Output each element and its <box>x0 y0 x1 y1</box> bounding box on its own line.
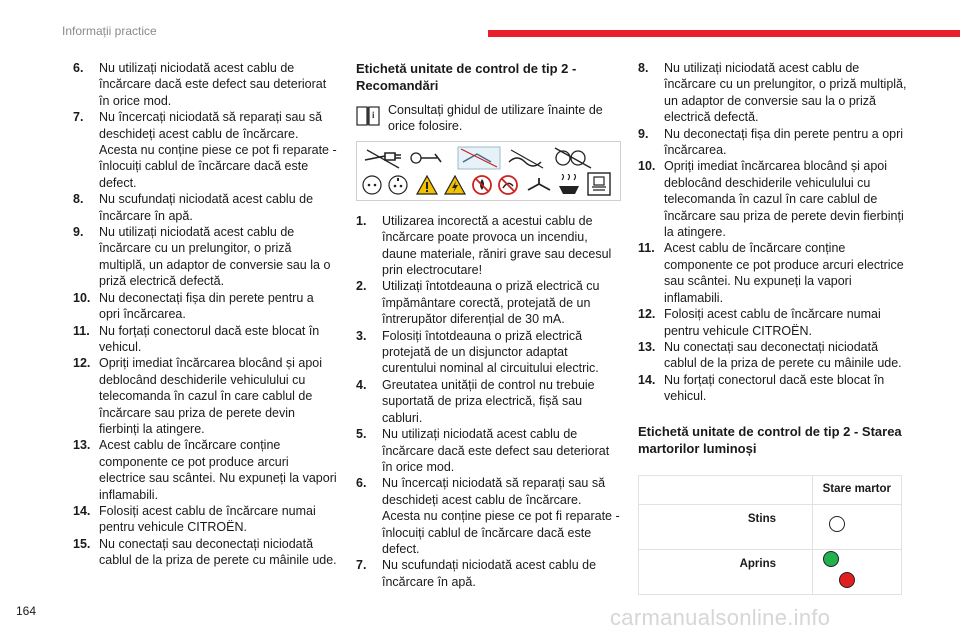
led-green-icon <box>823 551 839 567</box>
item-number: 8. <box>638 61 649 75</box>
item-text: Opriți imediat încărcarea blocând și apoi deblocând deschiderile vehiculului cu telecomanda în cazul în care cablul de încărcare sau priza de perete devin fierbinți la atingere. <box>664 159 904 240</box>
no-multi-plug-icon <box>553 146 593 170</box>
item-text: Greutatea unității de control nu trebuie suportată de priza electrică, fișă sau cabluri. <box>382 377 595 425</box>
item-text: Nu deconectați fișa din perete pentru a opri încărcarea. <box>664 126 904 158</box>
item-number: 10. <box>638 159 656 174</box>
list-item <box>356 557 621 590</box>
item-number: 7. <box>356 558 367 573</box>
item-number: 12. <box>73 356 91 371</box>
cable-plug-icon <box>363 148 403 170</box>
table-corner-cell <box>639 475 813 504</box>
electric-hazard-icon <box>443 174 467 196</box>
item-text: Nu deconectați fișa din perete pentru a opri încărcarea. <box>99 290 314 322</box>
item-text: Utilizarea incorectă a acestui cablu de încărcare poate provoca un incendiu, daune materiale, răniri grave sau decesul prin electrocutare! <box>382 213 612 278</box>
no-fire-icon <box>471 174 493 196</box>
socket-icon <box>361 174 383 196</box>
item-text: Opriți imediat încărcarea blocând și apoi deblocând deschiderile vehiculului cu telecomanda în cazul în care cablul de încărcare sau priza de perete devin fierbinți la atingere. <box>99 356 323 436</box>
list-item <box>73 290 338 323</box>
item-number: 1. <box>356 213 367 228</box>
item-text: Nu scufundați niciodată acest cablu de încărcare în apă. <box>382 558 597 589</box>
list-item <box>73 109 338 191</box>
item-text: Nu încercați niciodată să reparați sau să deschideți acest cablu de încărcare. Acesta nu conține piese ce pot fi reparate - înlocuiți cablul de încărcare dacă este defect. <box>99 110 337 190</box>
led-status-table <box>638 475 902 596</box>
item-text: Nu încercați niciodată să reparați sau să deschideți acest cablu de încărcare. Acesta nu conține piese ce pot fi reparate - înlocuiți cablul de încărcare dacă este defect. <box>382 476 620 556</box>
socket-earth-icon <box>387 174 409 196</box>
list-item <box>638 126 908 159</box>
item-number: 11. <box>638 241 655 256</box>
cable-disconnect-icon <box>409 148 443 170</box>
list-item <box>356 475 621 557</box>
item-number: 2. <box>356 279 367 294</box>
svg-text:i: i <box>372 110 375 120</box>
item-number: 7. <box>73 110 84 125</box>
list-item <box>73 355 338 437</box>
led-indicator-on <box>813 549 902 595</box>
instruction-list-1 <box>73 60 338 569</box>
item-text: Nu scufundați niciodată acest cablu de încărcare în apă. <box>99 192 314 223</box>
list-item <box>638 60 908 126</box>
item-number: 4. <box>356 377 367 392</box>
table-row <box>639 504 902 549</box>
list-item <box>73 60 338 109</box>
led-status-heading: Etichetă unitate de control de tip 2 - Starea martorilor luminoși <box>638 423 902 456</box>
item-text: Nu utilizați niciodată acest cablu de încărcare cu un prelungitor, o priză multiplă, un adaptor de conversie sau la o priză electrică defectă. <box>664 61 907 125</box>
no-extension-icon <box>457 146 501 170</box>
item-text: Nu conectați sau deconectați niciodată cablul de la priza de perete cu mâinile ude. <box>664 339 902 371</box>
book-icon <box>356 104 380 126</box>
item-number: 6. <box>356 476 367 491</box>
item-number: 13. <box>638 339 656 354</box>
header-accent-bar <box>488 30 960 37</box>
list-item <box>638 240 908 306</box>
note-text: Consultați ghidul de utilizare înainte de orice folosire. <box>388 103 603 134</box>
list-item <box>73 224 338 290</box>
row-label-off: Stins <box>639 504 813 549</box>
led-red-icon <box>839 572 855 588</box>
table-header: Stare martor <box>813 475 902 504</box>
list-item <box>73 437 338 503</box>
list-item <box>356 426 621 475</box>
item-text: Nu conectați sau deconectați niciodată cablul de la priza de perete cu mâinile ude. <box>99 536 337 568</box>
list-item <box>73 323 338 356</box>
column-2 <box>356 60 621 590</box>
item-text: Nu forțați conectorul dacă este blocat în vehicul. <box>664 372 885 404</box>
list-item <box>73 191 338 224</box>
item-text: Folosiți acest cablu de încărcare numai pentru vehicule CITROËN. <box>664 307 881 338</box>
list-item <box>638 372 908 405</box>
list-item <box>356 328 621 377</box>
handle-with-care-icon <box>587 172 611 196</box>
recommendations-heading: Etichetă unitate de control de tip 2 - Recomandări <box>356 61 577 93</box>
warning-triangle-icon <box>415 174 439 196</box>
manual-note <box>356 102 621 135</box>
instruction-list-2 <box>356 213 621 590</box>
item-text: Nu utilizați niciodată acest cablu de încărcare dacă este defect sau deteriorat în orice mod. <box>99 61 327 108</box>
led-indicator-off <box>813 504 902 549</box>
item-text: Acest cablu de încărcare conține componente ce pot produce arcuri electrice sau scântei. Nu expuneți la vapori inflamabili. <box>99 438 337 502</box>
watermark: carmanualsonline.info <box>610 605 831 630</box>
item-number: 14. <box>638 372 656 387</box>
section-title: Informații practice <box>62 24 157 38</box>
item-number: 11. <box>73 323 90 338</box>
column-3 <box>638 60 908 595</box>
no-water-icon <box>505 148 549 170</box>
list-item <box>638 158 908 240</box>
item-number: 9. <box>73 225 84 240</box>
item-text: Acest cablu de încărcare conține componente ce pot produce arcuri electrice sau scântei. Nu expuneți la vapori inflamabili. <box>664 241 904 305</box>
list-item <box>638 339 908 372</box>
item-text: Folosiți întotdeauna o priză electrică protejată de un disjunctor adaptat curentului nominal al circuitului electric. <box>382 328 599 376</box>
page-number: 164 <box>16 604 37 618</box>
hot-surface-icon <box>557 174 581 196</box>
item-number: 9. <box>638 126 649 141</box>
item-number: 13. <box>73 438 91 453</box>
row-label-on: Aprins <box>639 549 813 595</box>
item-number: 14. <box>73 503 91 518</box>
item-number: 10. <box>73 290 91 305</box>
item-number: 5. <box>356 427 367 442</box>
table-row <box>639 549 902 595</box>
item-number: 3. <box>356 328 367 343</box>
item-text: Folosiți acest cablu de încărcare numai pentru vehicule CITROËN. <box>99 503 316 535</box>
list-item <box>638 306 908 339</box>
warning-pictograms <box>356 141 621 201</box>
item-text: Nu utilizați niciodată acest cablu de încărcare cu un prelungitor, o priză multiplă, un adaptor de conversie sau la o priză electrică defectă. <box>99 225 331 289</box>
item-number: 15. <box>73 536 91 551</box>
list-item <box>356 377 621 426</box>
list-item <box>356 213 621 279</box>
item-number: 12. <box>638 307 656 322</box>
item-number: 8. <box>73 192 84 207</box>
item-number: 6. <box>73 61 84 75</box>
no-wet-hands-icon <box>497 174 519 196</box>
item-text: Utilizați întotdeauna o priză electrică cu împământare corectă, protejată de un întrerupător diferențial de 30 mA. <box>382 279 600 327</box>
item-text: Nu utilizați niciodată acest cablu de încărcare dacă este defect sau deteriorat în orice mod. <box>382 427 610 474</box>
instruction-list-3 <box>638 60 908 405</box>
list-item <box>356 278 621 327</box>
list-item <box>73 536 338 569</box>
item-text: Nu forțați conectorul dacă este blocat în vehicul. <box>99 323 320 354</box>
column-1 <box>73 60 338 569</box>
list-item <box>73 503 338 536</box>
led-off-icon <box>829 516 845 532</box>
no-pull-cable-icon <box>525 174 553 196</box>
